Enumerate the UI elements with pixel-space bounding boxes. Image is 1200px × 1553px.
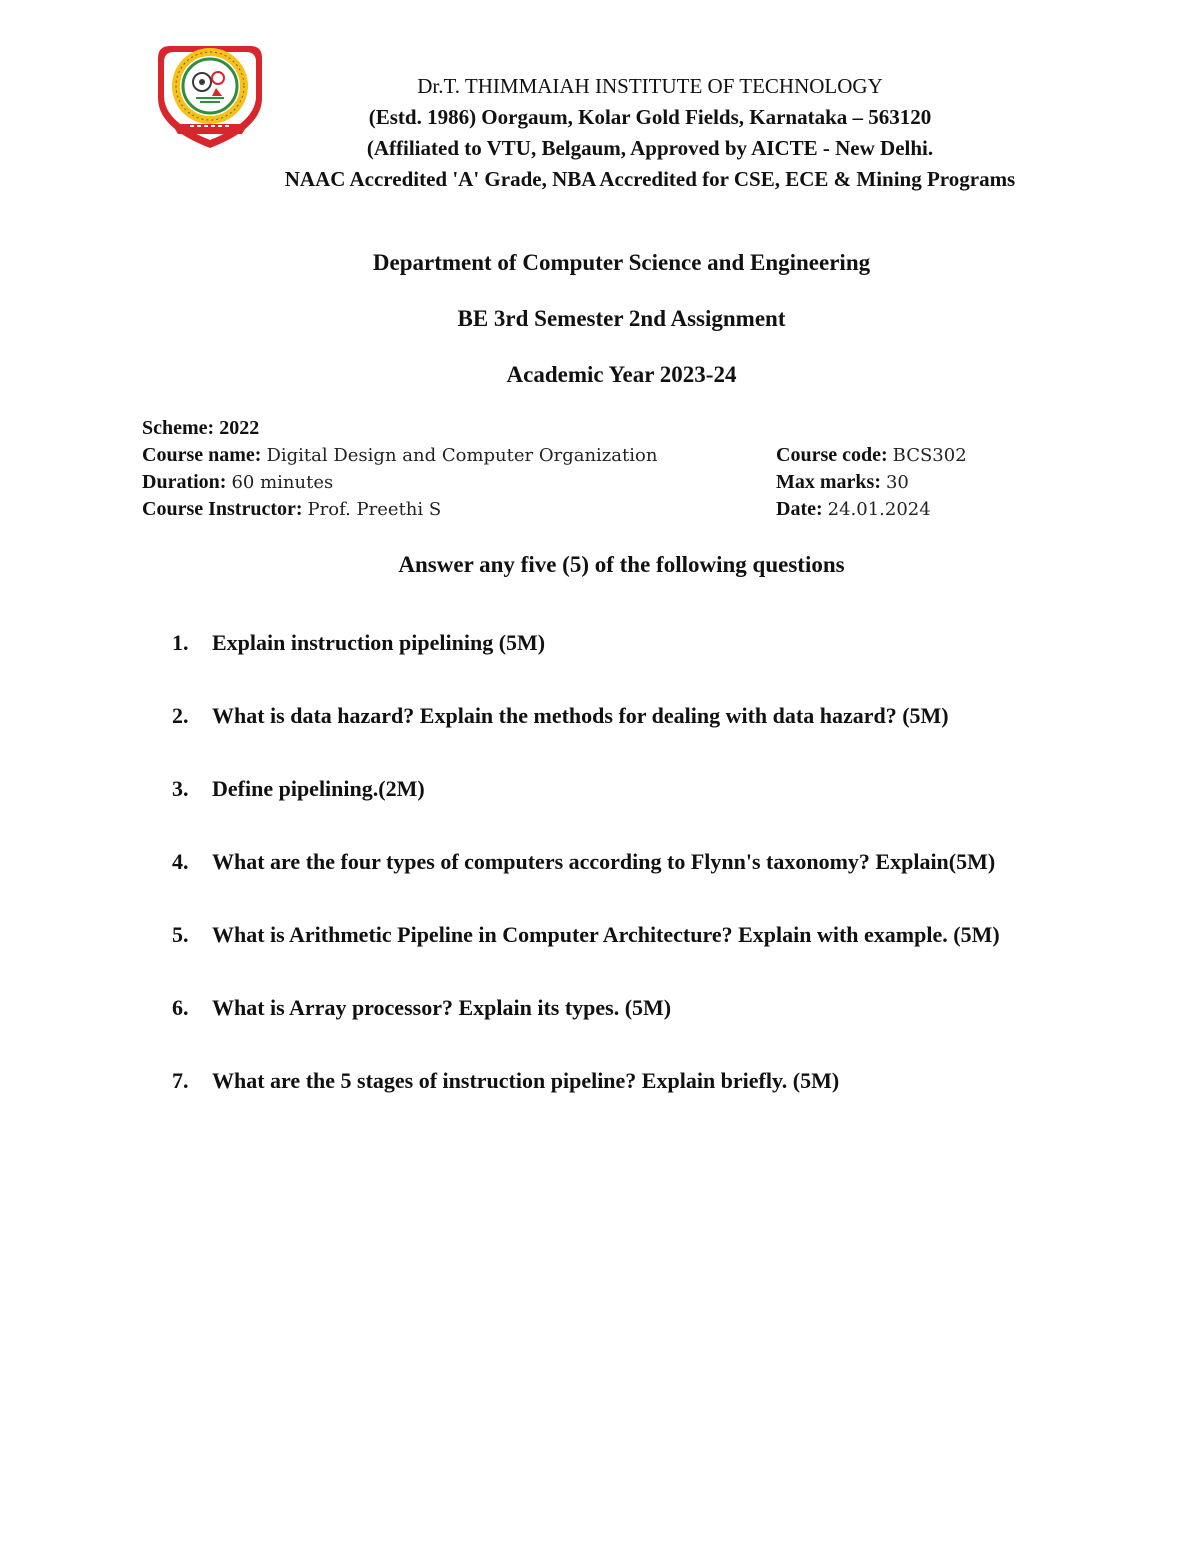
institute-affiliation: (Affiliated to VTU, Belgaum, Approved by AICTE - New Delhi. [366,136,934,160]
question-text: Explain instruction pipelining (5M) [212,630,546,655]
scheme-label: Scheme: [142,417,215,439]
instructor-value: Prof. Preethi S [307,499,442,520]
list-item [172,701,1172,774]
department-heading: Department of Computer Science and Engineering [372,250,871,275]
institute-name: Dr.T. THIMMAIAH INSTITUTE OF TECHNOLOGY [417,74,883,98]
duration-value: 60 minutes [231,472,334,493]
question-text: What are the four types of computers according to Flynn's taxonomy? Explain(5M) [212,849,996,874]
list-item [172,847,1172,920]
date-label: Date: [776,498,823,520]
question-text: What is Arithmetic Pipeline in Computer Architecture? Explain with example. (5M) [212,922,1000,947]
list-item [172,920,1172,993]
question-text: What is data hazard? Explain the methods for dealing with data hazard? (5M) [212,703,949,728]
course-code-label: Course code: [776,444,888,466]
institute-established: (Estd. 1986) Oorgaum, Kolar Gold Fields, Karnataka – 563120 [368,105,932,129]
question-text: What is Array processor? Explain its types. (5M) [212,995,672,1020]
scheme-row [142,415,1042,442]
question-list [172,628,1172,1139]
list-item [172,774,1172,847]
question-number: 1. [172,630,189,655]
instruction-heading: Answer any five (5) of the following questions [398,552,845,577]
question-number: 5. [172,922,189,947]
question-text: What are the 5 stages of instruction pipeline? Explain briefly. (5M) [212,1068,840,1093]
duration-label: Duration: [142,471,227,493]
course-code-value: BCS302 [892,445,967,466]
question-number: 2. [172,703,189,728]
list-item [172,628,1172,701]
institute-header [150,71,1150,195]
academic-year-heading: Academic Year 2023-24 [506,362,737,387]
list-item [172,1066,1172,1139]
scheme-value: 2022 [219,417,260,439]
semester-heading: BE 3rd Semester 2nd Assignment [457,306,786,331]
duration-row [142,469,1042,496]
question-number: 6. [172,995,189,1020]
institute-accreditation: NAAC Accredited 'A' Grade, NBA Accredited for CSE, ECE & Mining Programs [284,167,1016,191]
question-number: 7. [172,1068,189,1093]
instructor-row [142,496,1042,523]
course-name-row [142,442,1042,469]
question-text: Define pipelining.(2M) [212,776,425,801]
max-marks-label: Max marks: [776,471,881,493]
question-number: 3. [172,776,189,801]
instructor-label: Course Instructor: [142,498,303,520]
course-name-value: Digital Design and Computer Organization [266,445,658,466]
max-marks-value: 30 [885,472,909,493]
list-item [172,993,1172,1066]
course-name-label: Course name: [142,444,262,466]
question-number: 4. [172,849,189,874]
date-value: 24.01.2024 [827,499,931,520]
course-details [142,415,1042,523]
